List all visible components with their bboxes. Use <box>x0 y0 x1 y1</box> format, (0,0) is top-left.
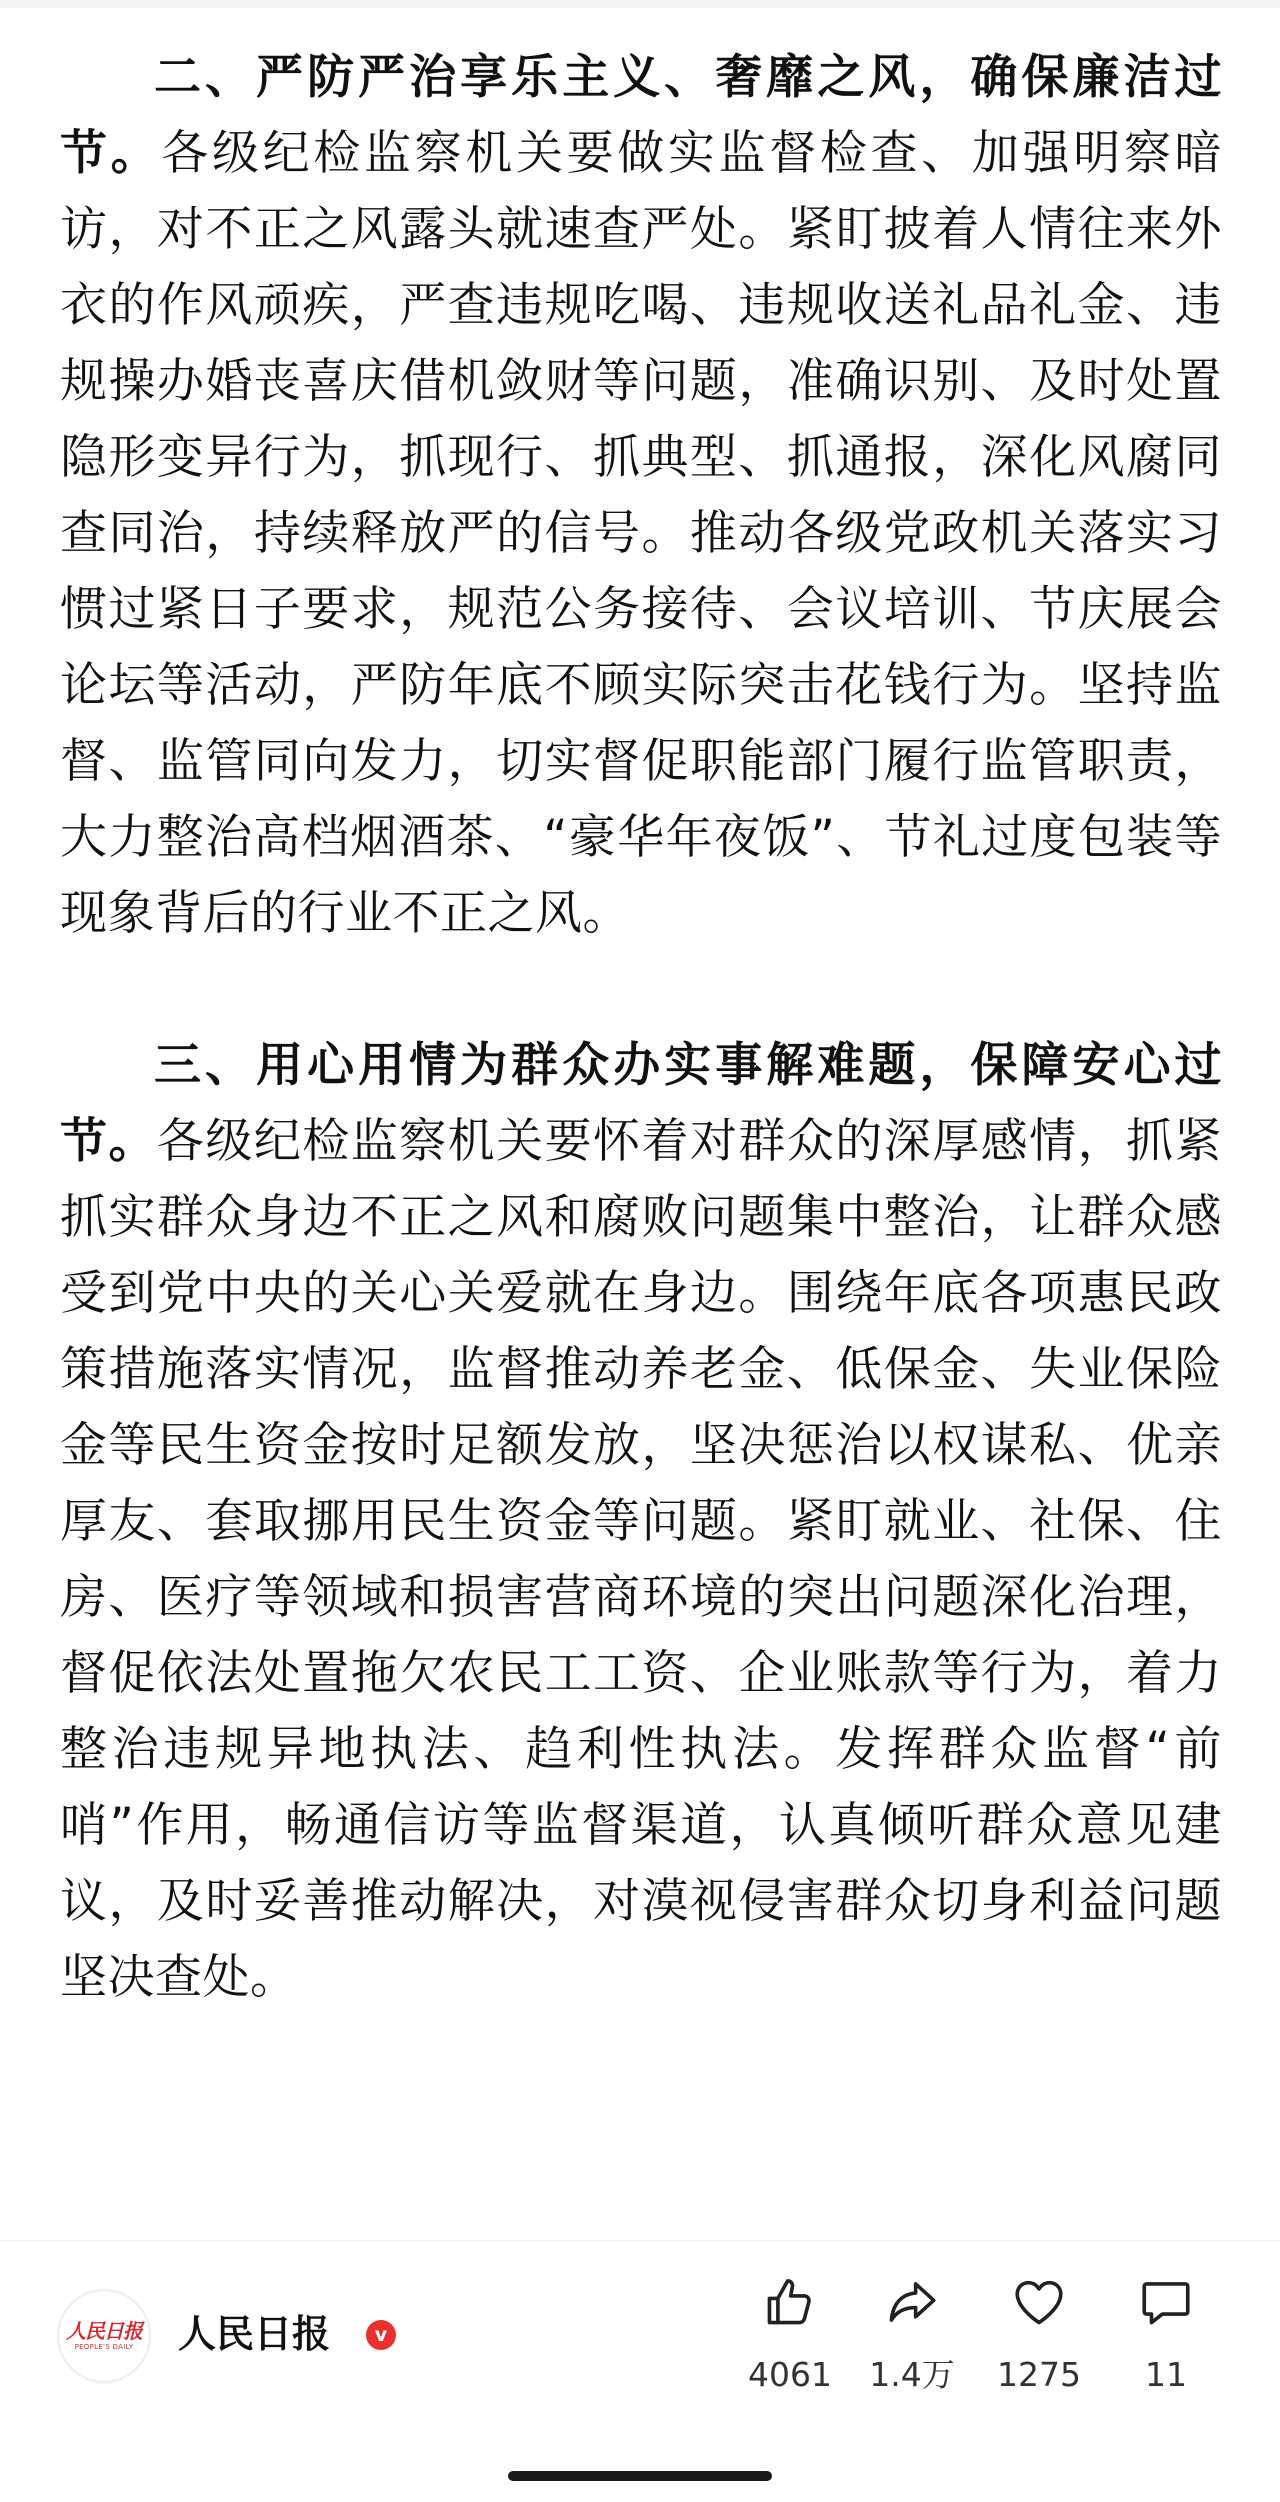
heart-icon <box>979 2273 1099 2333</box>
favorite-count: 1275 <box>997 2355 1081 2394</box>
comment-button[interactable] <box>1106 2273 1226 2395</box>
paragraph-2-text: 各级纪检监察机关要做实监督检查、加强明察暗访，对不正之风露头就速查严处。紧盯披着人情往来外衣的作风顽疾，严查违规吃喝、违规收送礼品礼金、违规操办婚丧喜庆借机敛财等问题，准确识别、及时处置隐形变异行为，抓现行、抓典型、抓通报，深化风腐同查同治，持续释放严的信号。推动各级党政机关落实习惯过紧日子要求，规范公务接待、会议培训、节庆展会论坛等活动，严防年底不顾实际突击花钱行为。坚持监督、监管同向发力，切实督促职能部门履行监管职责，大力整治高档烟酒茶、“豪华年夜饭”、节礼过度包装等现象背后的行业不正之风。 <box>60 126 1223 941</box>
favorite-button[interactable] <box>979 2273 1099 2395</box>
comment-bubble-icon <box>1106 2273 1226 2333</box>
like-count: 4061 <box>748 2355 832 2394</box>
share-count: 1.4万 <box>869 2355 955 2394</box>
top-divider <box>0 0 1280 8</box>
like-button[interactable] <box>730 2273 850 2395</box>
verified-badge-icon: v <box>366 2320 396 2350</box>
article-paragraph-3 <box>60 1028 1222 2016</box>
account-avatar[interactable] <box>57 2289 151 2383</box>
article-paragraph-2 <box>60 40 1222 952</box>
bottom-action-bar <box>0 2240 1280 2502</box>
article-body <box>60 40 1222 2016</box>
share-arrow-icon <box>852 2273 972 2333</box>
comment-count: 11 <box>1145 2355 1187 2394</box>
home-indicator[interactable] <box>508 2471 772 2481</box>
paragraph-2-heading: 二、严防严治享乐主义、奢靡之风，确保廉洁过节。 <box>60 50 1222 181</box>
avatar-logo-subtext: PEOPLE'S DAILY <box>74 2343 134 2351</box>
share-button[interactable] <box>852 2273 972 2395</box>
paragraph-3-text: 各级纪检监察机关要怀着对群众的深厚感情，抓紧抓实群众身边不正之风和腐败问题集中整治，让群众感受到党中央的关心关爱就在身边。围绕年底各项惠民政策措施落实情况，监督推动养老金、低保金、失业保险金等民生资金按时足额发放，坚决惩治以权谋私、优亲厚友、套取挪用民生资金等问题。紧盯就业、社保、住房、医疗等领域和损害营商环境的突出问题深化治理，督促依法处置拖欠农民工工资、企业账款等行为，着力整治违规异地执法、趋利性执法。发挥群众监督“前哨”作用，畅通信访等监督渠道，认真倾听群众意见建议，及时妥善推动解决，对漠视侵害群众切身利益问题坚决查处。 <box>60 1114 1223 2005</box>
account-name[interactable]: 人民日报 <box>178 2312 331 2356</box>
paragraph-3-heading: 三、用心用情为群众办实事解难题，保障安心过节。 <box>60 1038 1222 1169</box>
thumbs-up-icon <box>730 2273 850 2333</box>
avatar-logo-text: 人民日报 <box>66 2319 142 2343</box>
